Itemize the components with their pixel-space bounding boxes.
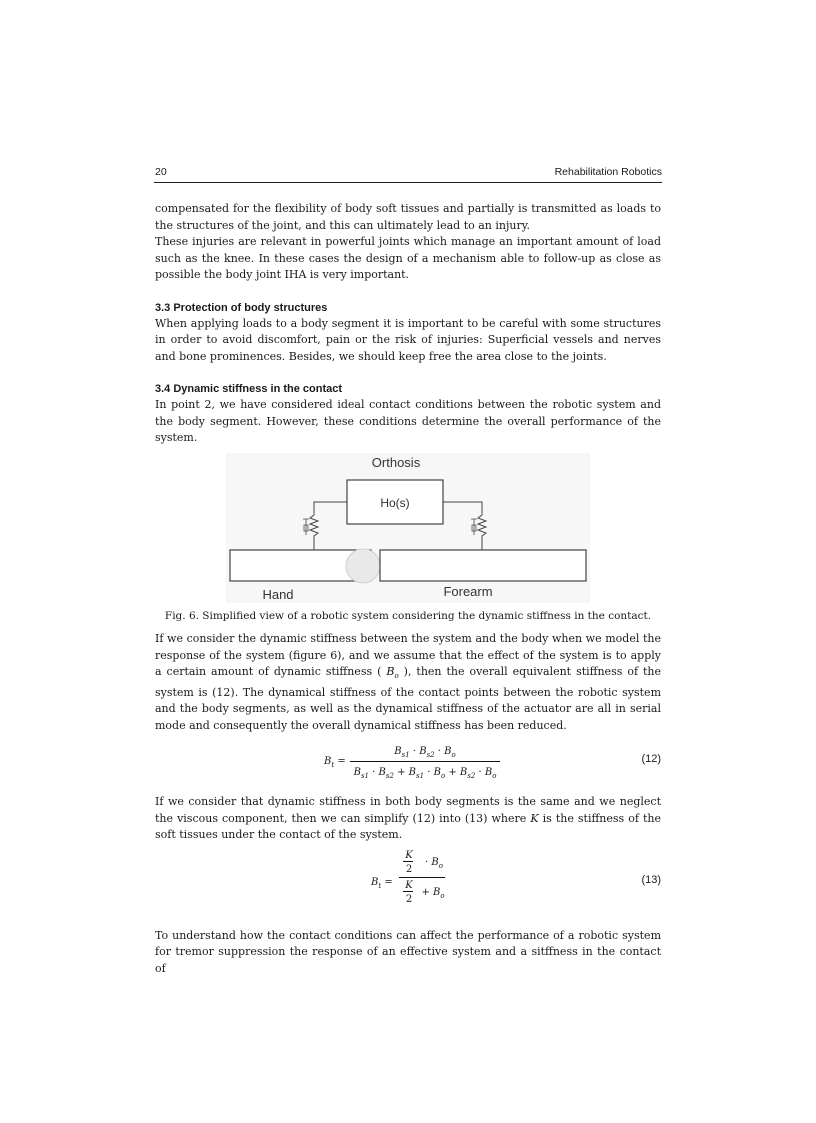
- equation-13-number: (13): [641, 873, 661, 886]
- section-3-3-text: When applying loads to a body segment it is important to be careful with some structures in order to avoid discomfort, pain or the risk of injuries: Superficial vessels and nerves and bone prominences. Besides, we should keep free the area close to the joints.: [155, 316, 661, 363]
- wrist-joint-icon: [346, 549, 380, 583]
- equation-12: $B_t$ = $B_{s1} \cdot B_{s2} \cdot B_o$ $B_{s1} \cdot B_{s2} + B_{s1} \cdot B_o + B_{s2} \cdot B_o$ (12): [324, 746, 661, 781]
- forearm-segment: [380, 550, 586, 581]
- paragraph-final: To understand how the contact conditions can affect the performance of a robotic system for tremor suppression the response of an effective system and a sitffness in the contact of: [155, 928, 661, 975]
- equation-12-number: (12): [641, 753, 661, 766]
- paragraph-after-figure: If we consider the dynamic stiffness between the system and the body when we model the response of the system (figure 6), and we assume that the effect of the system is to apply a certain amount of dynamic stiffness ( $B_o$ ), then the overall equivalent stiffness of the system is (12). The dynamical stiffness of the contact points between the robotic system and the body segments, as well as the dynamical stiffness of the actuator are all in serial mode and consequently the overall dynamical stiffness has been reduced.: [155, 632, 662, 732]
- page-header: [154, 166, 662, 183]
- paragraph-2: These injuries are relevant in powerful joints which manage an important amount of load such as the knee. In these cases the design of a mechanism able to follow-up as close as possible the body joint IHA is very important.: [155, 235, 661, 281]
- section-3-4-text: In point 2, we have considered ideal contact conditions between the robotic system and the body segment. However, these conditions determine the overall performance of the system.: [155, 398, 661, 444]
- running-title: Rehabilitation Robotics: [554, 166, 662, 178]
- orthosis-label: Orthosis: [371, 454, 421, 470]
- section-3-3-title: 3.3 Protection of body structures: [155, 301, 328, 314]
- figure-6: [155, 453, 661, 603]
- orthosis-diagram: [226, 453, 590, 603]
- forearm-label: Forearm: [443, 583, 493, 599]
- page-number: 20: [155, 166, 167, 178]
- paragraph-eq13-intro: If we consider that dynamic stiffness in both body segments is the same and we neglect the viscous component, then we can simplify (12) into (13) where K is the stiffness of the soft tissues under the contact of the system.: [155, 795, 662, 842]
- page-body: [155, 201, 661, 977]
- hand-label: Hand: [262, 586, 294, 602]
- paragraph-1: compensated for the flexibility of body soft tissues and partially is transmitted as loads to the structures of the joint, and this can ultimately lead to an injury.: [155, 202, 661, 232]
- figure-caption: Fig. 6. Simplified view of a robotic system considering the dynamic stiffness in the contact.: [164, 609, 652, 622]
- equation-13: $B_t$ = K 2 · $B_o$ K 2 + $B_o$ (13): [371, 849, 661, 905]
- section-3-4-title: 3.4 Dynamic stiffness in the contact: [155, 383, 343, 395]
- controller-block-label: Ho(s): [380, 495, 410, 510]
